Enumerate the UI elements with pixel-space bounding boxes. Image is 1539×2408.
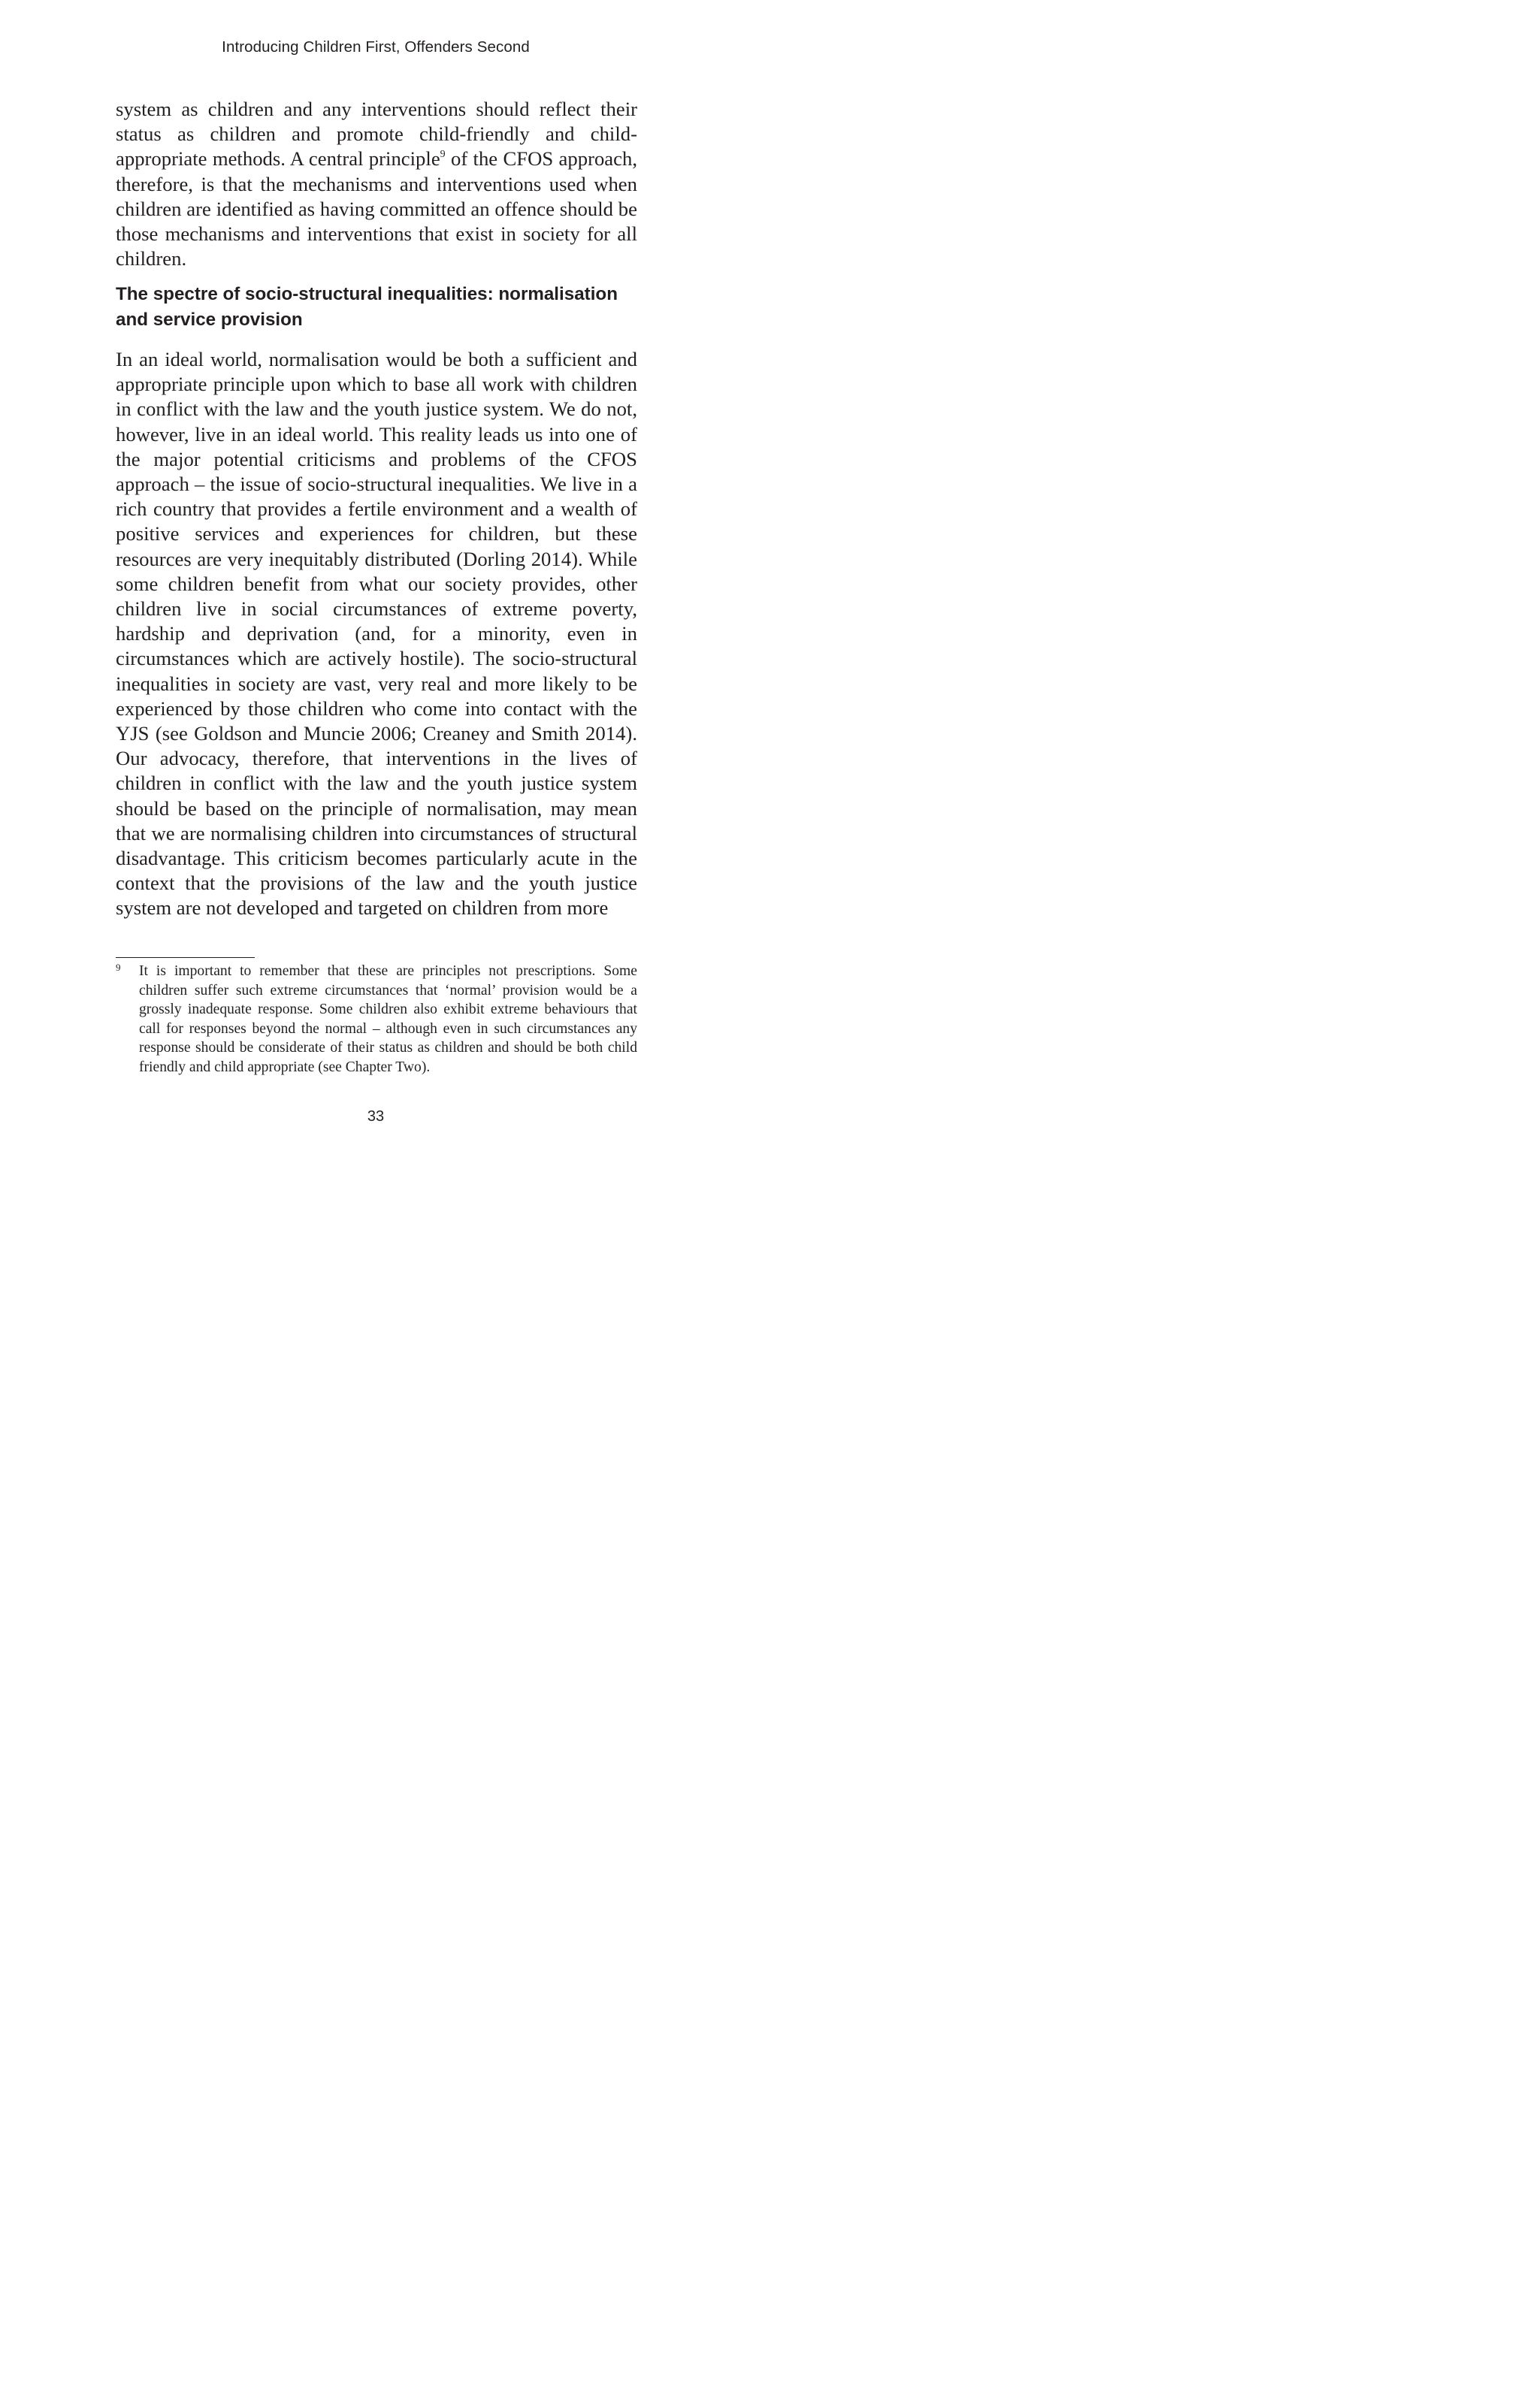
- footnote-number: 9: [116, 962, 121, 973]
- main-paragraph: In an ideal world, normalisation would be both a sufficient and appropriate principle upon which to base all work with children in conflict with the law and the youth justice system. We do not, however, live in an ideal world. This reality leads us into one of the major potential criticisms and problems of the CFOS approach – the issue of socio-structural inequalities. We live in a rich country that provides a fertile environment and a wealth of positive services and experiences for children, but these resources are very inequitably distributed (Dorling 2014). While some children benefit from what our society provides, other children live in social circumstances of extreme poverty, hardship and deprivation (and, for a minority, even in circumstances which are actively hostile). The socio-structural inequalities in society are vast, very real and more likely to be experienced by those children who come into contact with the YJS (see Goldson and Muncie 2006; Creaney and Smith 2014). Our advocacy, therefore, that interventions in the lives of children in conflict with the law and the youth justice system should be based on the principle of normalisation, may mean that we are normalising children into circumstances of structural disadvantage. This criticism becomes particularly acute in the context that the provisions of the law and the youth justice system are not developed and targeted on children from more: [116, 348, 637, 920]
- page-number: 33: [367, 1108, 385, 1125]
- footnote: [116, 962, 637, 1077]
- section-heading: The spectre of socio-structural inequalities: normalisation and service provision: [116, 284, 618, 330]
- footnote-text: It is important to remember that these are principles not prescriptions. Some children suffer such extreme circumstances that ‘normal’ provision would be a grossly inadequate response. Some children also exhibit extreme behaviours that call for responses beyond the normal – although even in such circumstances any response should be considerate of their status as children and should be both child friendly and child appropriate (see Chapter Two).: [139, 963, 637, 1075]
- intro-paragraph: [116, 97, 637, 271]
- intro-text-after-ref: of the CFOS approach, therefore, is that the mechanisms and interventions used when children are identified as having committed an offence should be those mechanisms and interventions that exist in society for all children.: [116, 147, 637, 270]
- footnote-divider: [116, 957, 255, 958]
- intro-text-before-ref: system as children and any interventions should reflect their status as children and promote child-friendly and child-appropriate methods. A central principle: [116, 98, 637, 171]
- running-head: Introducing Children First, Offenders Second: [222, 38, 530, 56]
- footnote-reference: 9: [440, 149, 446, 161]
